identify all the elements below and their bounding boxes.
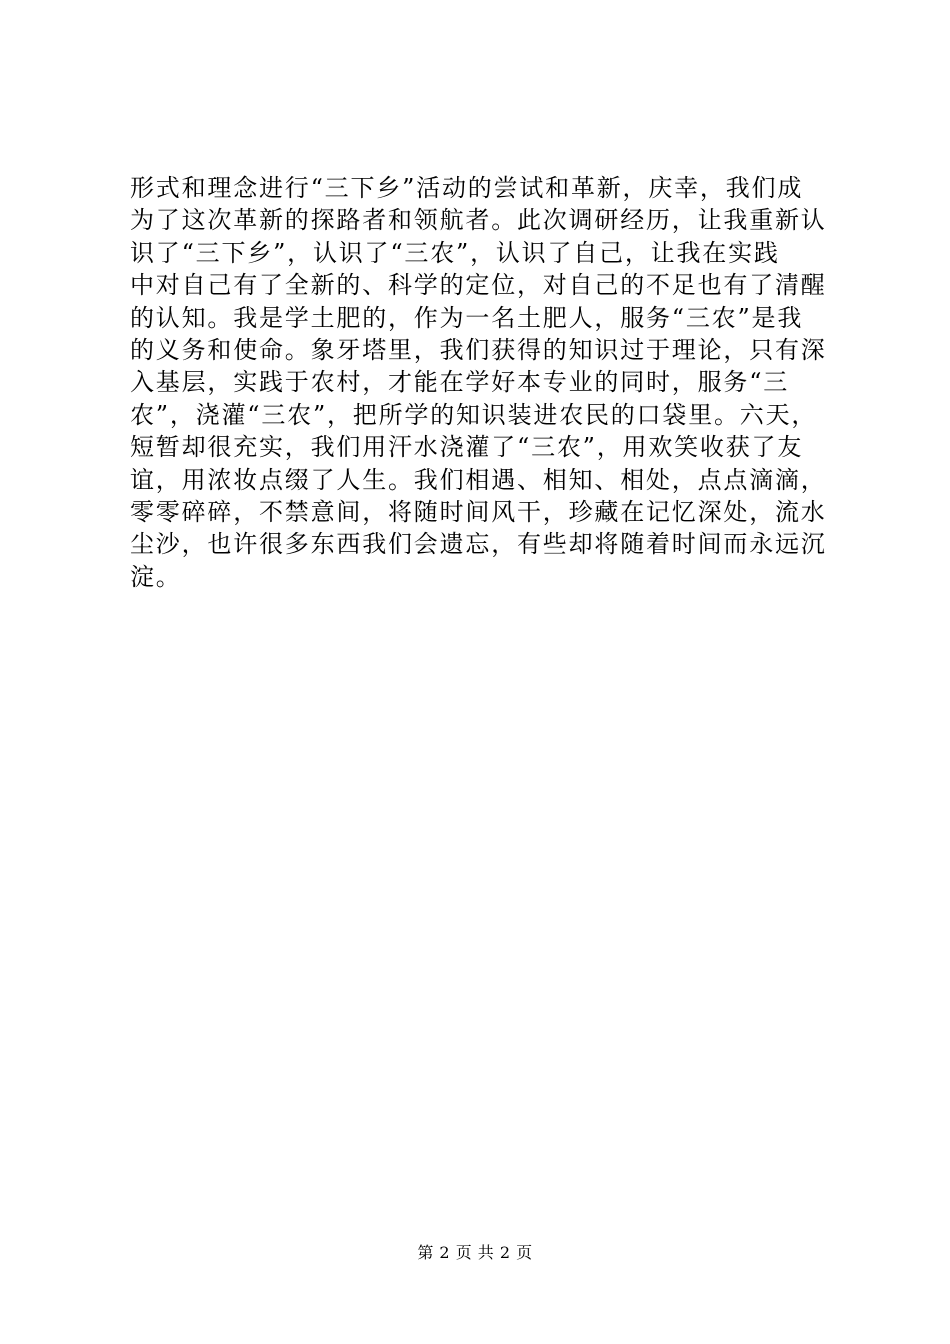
paragraph-line: 尘沙，也许很多东西我们会遗忘，有些却将随着时间而永远沉 <box>130 530 827 559</box>
paragraph-line: 的义务和使命。象牙塔里，我们获得的知识过于理论，只有深 <box>130 335 827 364</box>
paragraph-line: 短暂却很充实，我们用汗水浇灌了“三农”，用欢笑收获了友 <box>130 433 804 462</box>
paragraph-line: 入基层，实践于农村，才能在学好本专业的同时，服务“三 <box>130 368 790 397</box>
body-paragraph <box>130 172 850 593</box>
paragraph-line: 的认知。我是学土肥的，作为一名土肥人，服务“三农”是我 <box>130 303 804 332</box>
paragraph-line: 零零碎碎，不禁意间，将随时间风干，珍藏在记忆深处，流水 <box>130 497 827 526</box>
paragraph-line: 谊，用浓妆点缀了人生。我们相遇、相知、相处，点点滴滴， <box>130 465 827 494</box>
paragraph-line: 形式和理念进行“三下乡”活动的尝试和革新，庆幸，我们成 <box>130 174 804 202</box>
paragraph-line: 农”，浇灌“三农”，把所学的知识装进农民的口袋里。六天， <box>130 400 818 429</box>
paragraph-line: 识了“三下乡”，认识了“三农”，认识了自己，让我在实践 <box>130 238 780 267</box>
paragraph-line: 淀。 <box>130 562 182 591</box>
paragraph-line: 中对自己有了全新的、科学的定位，对自己的不足也有了清醒 <box>130 271 827 300</box>
paragraph-line: 为了这次革新的探路者和领航者。此次调研经历，让我重新认 <box>130 206 827 235</box>
page-number-footer: 第 2 页 共 2 页 <box>417 1243 533 1262</box>
